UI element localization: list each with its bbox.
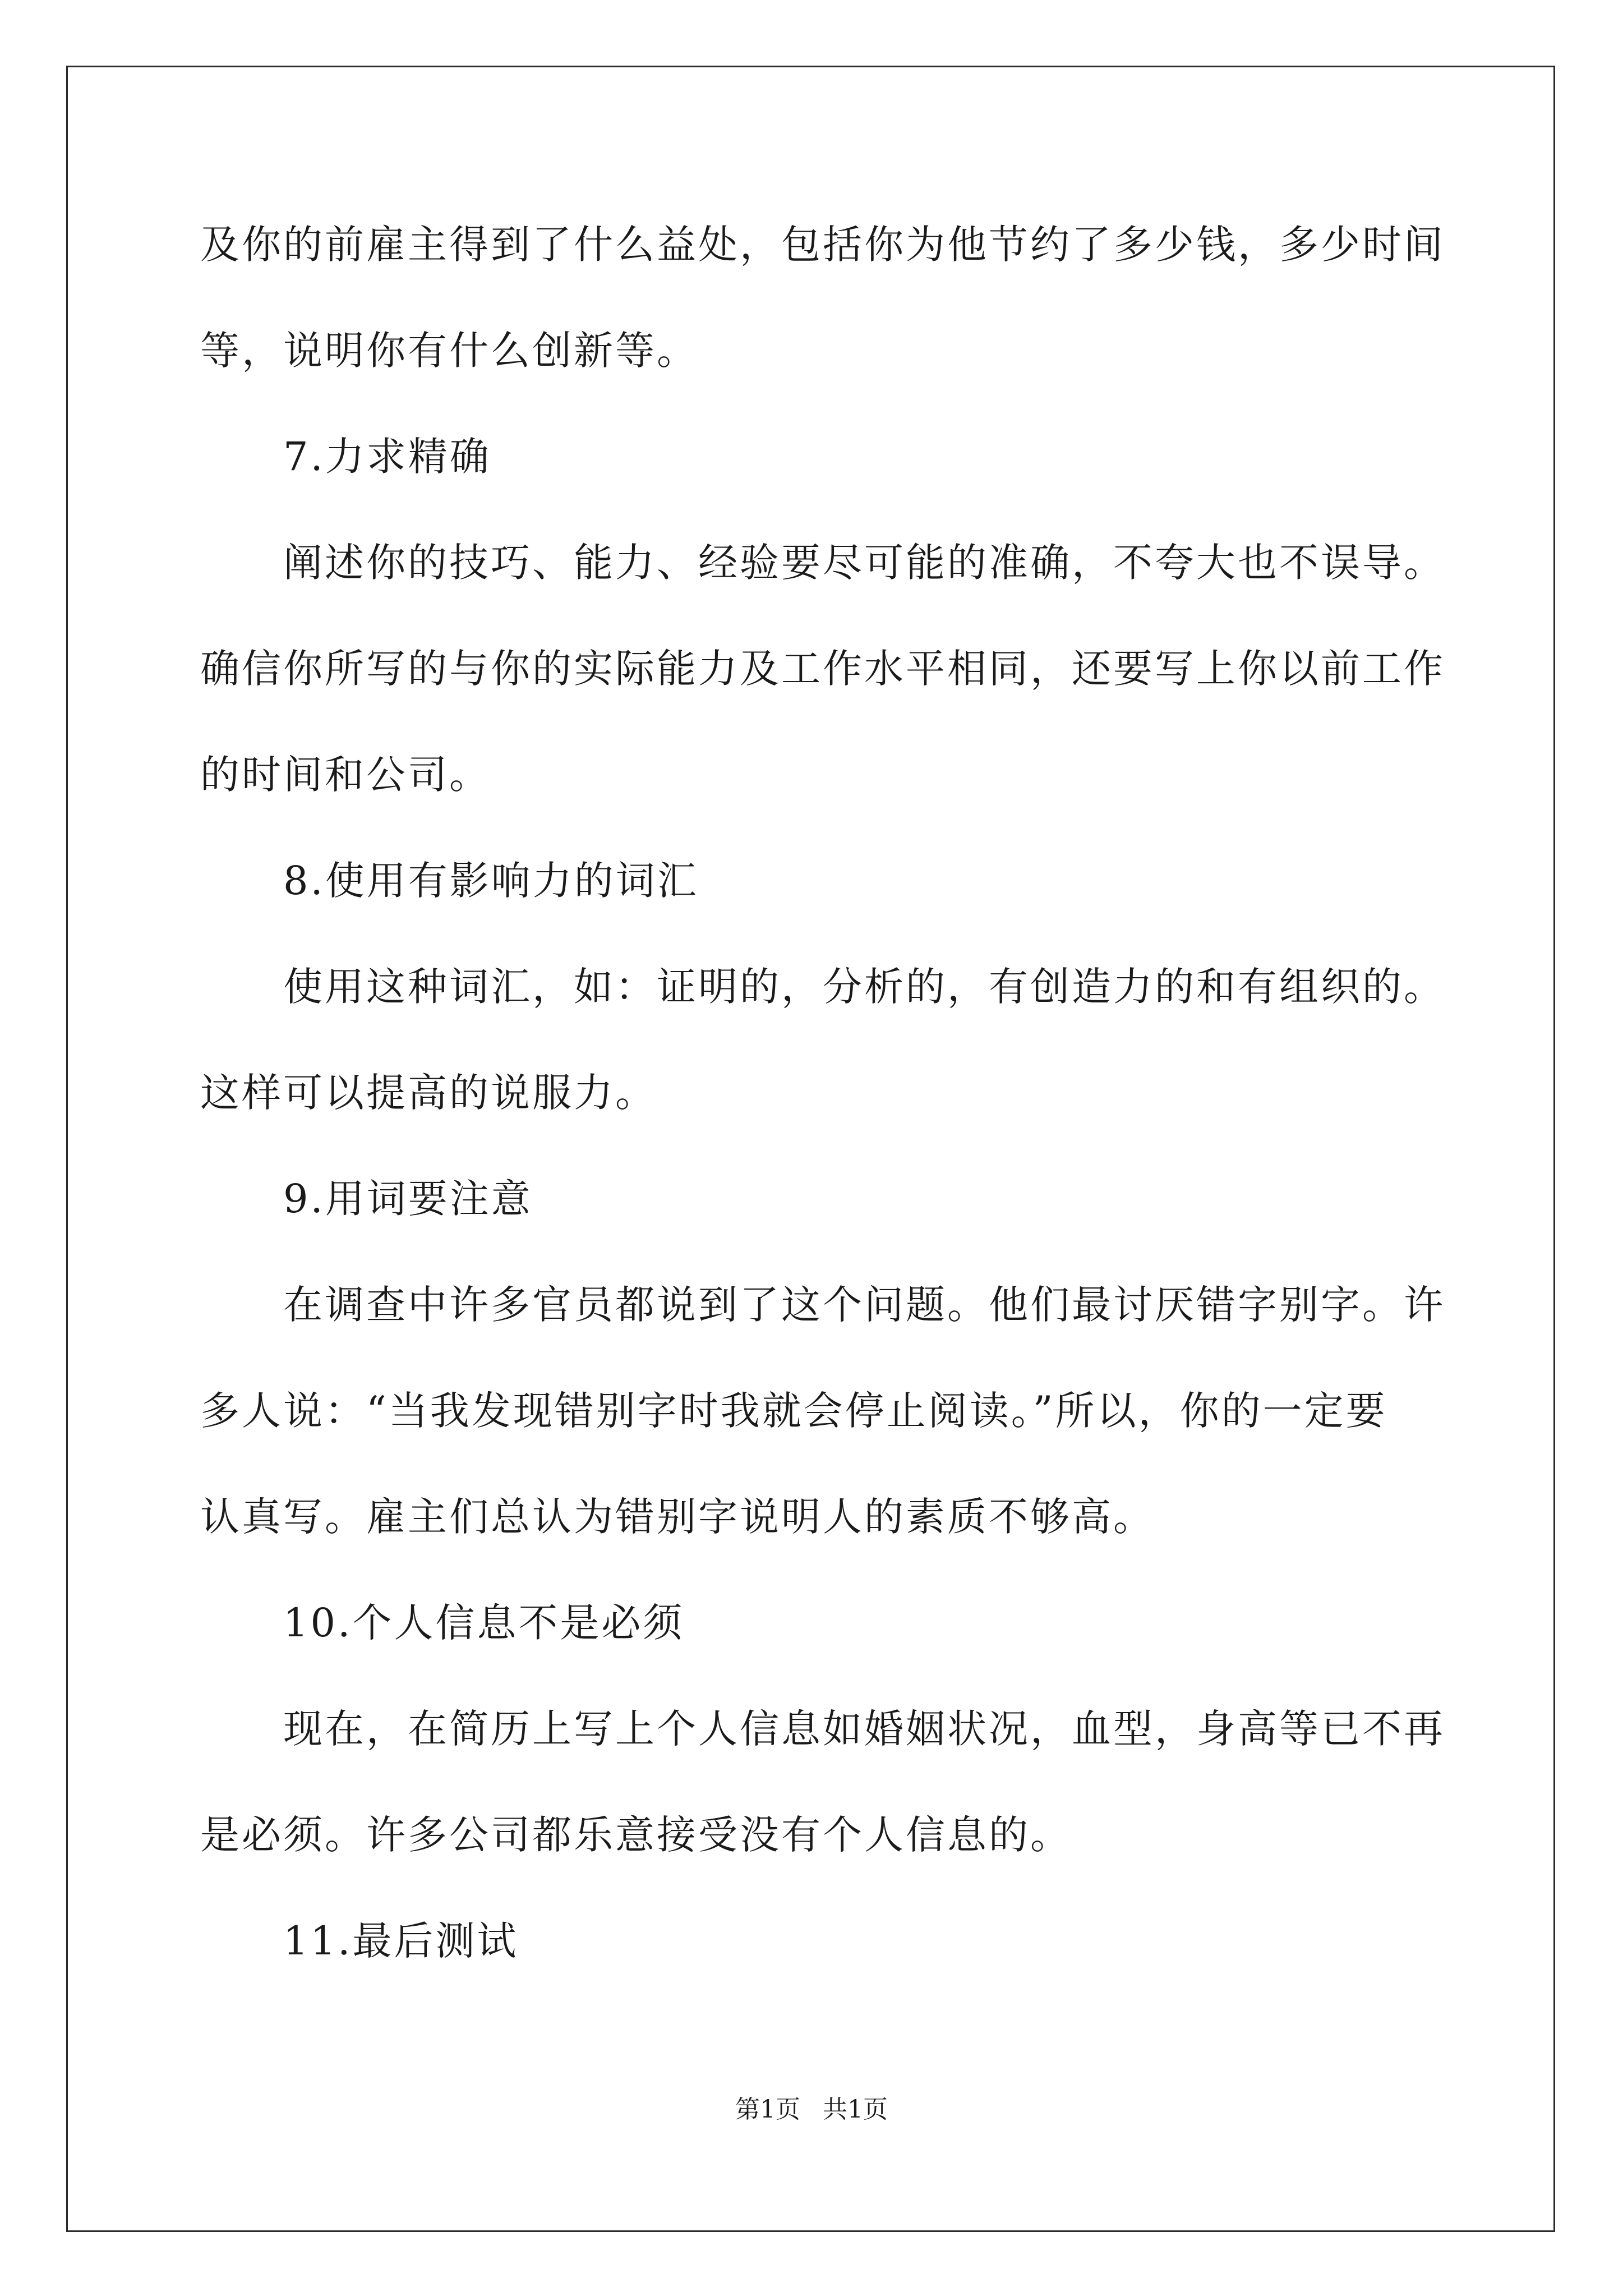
page-count: 共1页 (823, 2095, 888, 2124)
section-heading: 9.用词要注意 (283, 1176, 533, 1222)
paragraph-line: 阐述你的技巧、能力、经验要尽可能的准确，不夸大也不误导。 (283, 540, 1445, 586)
paragraph-line: 认真写。雇主们总认为错别字说明人的素质不够高。 (200, 1494, 1155, 1540)
paragraph-line: 的时间和公司。 (200, 752, 491, 798)
page-number: 第1页 (735, 2095, 800, 2124)
section-heading: 10.个人信息不是必须 (283, 1600, 685, 1646)
paragraph-line: 现在，在简历上写上个人信息如婚姻状况，血型，身高等已不再 (283, 1706, 1445, 1752)
paragraph-line: 及你的前雇主得到了什么益处，包括你为他节约了多少钱，多少时间 (200, 222, 1445, 268)
paragraph-line: 在调查中许多官员都说到了这个问题。他们最讨厌错字别字。许 (283, 1282, 1445, 1328)
section-heading: 11.最后测试 (283, 1918, 519, 1964)
paragraph-line: 等，说明你有什么创新等。 (200, 328, 698, 374)
paragraph-line: 多人说：“当我发现错别字时我就会停止阅读。”所以，你的一定要 (200, 1388, 1387, 1434)
page-footer (0, 2089, 1623, 2125)
paragraph-line: 使用这种词汇，如：证明的，分析的，有创造力的和有组织的。 (283, 964, 1445, 1010)
section-heading: 7.力求精确 (283, 434, 491, 480)
section-heading: 8.使用有影响力的词汇 (283, 858, 699, 904)
paragraph-line: 这样可以提高的说服力。 (200, 1070, 657, 1116)
page-border (66, 66, 1555, 2232)
paragraph-line: 确信你所写的与你的实际能力及工作水平相同，还要写上你以前工作 (200, 646, 1445, 692)
paragraph-line: 是必须。许多公司都乐意接受没有个人信息的。 (200, 1812, 1072, 1858)
